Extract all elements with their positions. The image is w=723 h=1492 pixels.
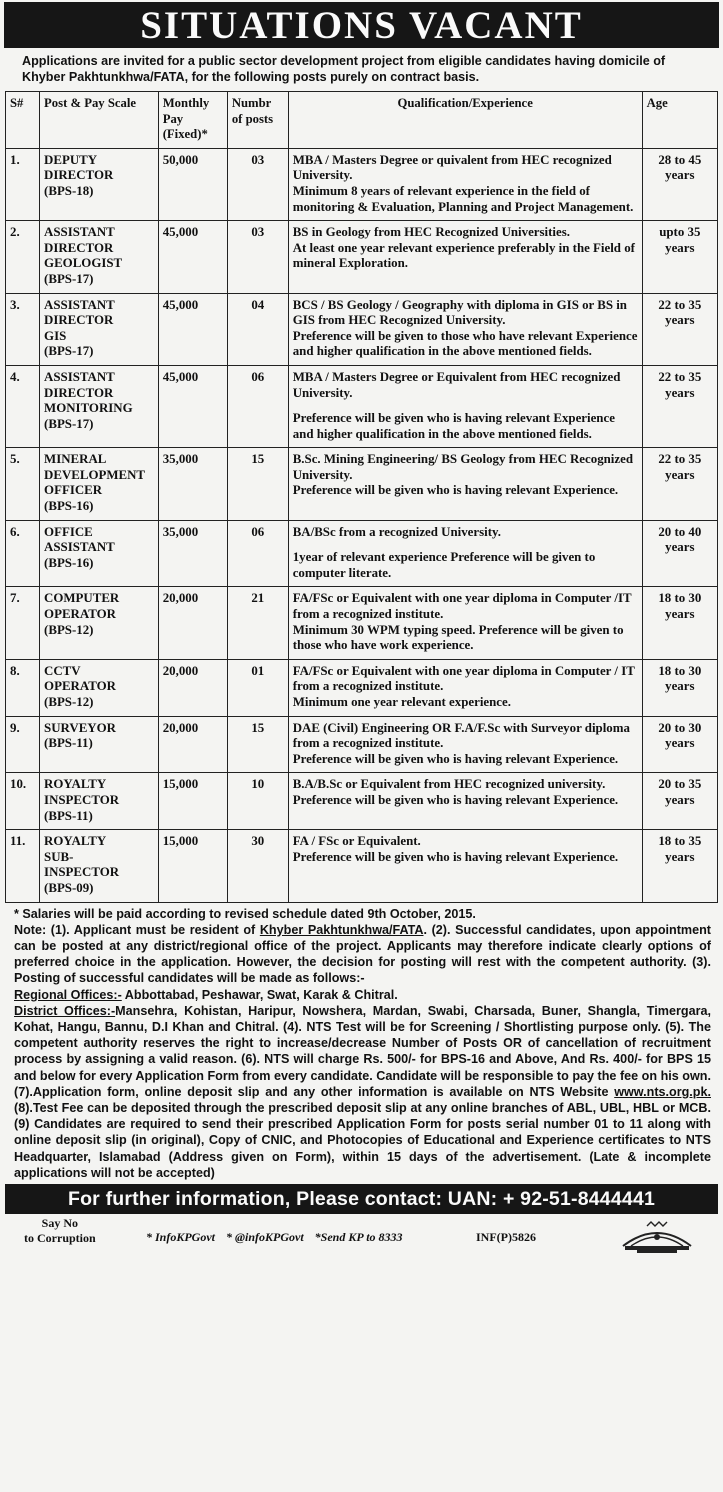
qualification-line: BA/BSc from a recognized University. [292, 524, 501, 539]
qualification [288, 365, 642, 447]
say-no-to-corruption [24, 1216, 96, 1246]
post-title [40, 773, 159, 830]
district-text: Mansehra, Kohistan, Haripur, Nowshera, Mardan, Swabi, Charsada, Buner, Shangla, Timergara, Kohat, Hangu, Bannu, D.I Khan and Chitral. (4). NTS Test will be for Screening / Shortlisting purpose only. (5). The competent authority reserves the right to increase/decrease Number of Posts OR of cancellation of recruitment process by assigning a valid reason. (6). NTS will charge Rs. 500/- for BPS-16 and Above, And Rs. 400/- for BPS 15 and below for every Application Form from every candidate. Candidate will be responsible to pay the fee on his own. (7).Application form, online deposit slip and any other information is available on NTS Website [14, 1003, 711, 1099]
post-title-line: INSPECTOR [44, 792, 120, 807]
post-title [40, 520, 159, 587]
government-emblem-icon [617, 1216, 697, 1256]
corruption-line-1: Say No [41, 1215, 78, 1230]
table-row [6, 830, 718, 902]
regional-offices [14, 987, 711, 1003]
qualification-line: Minimum one year relevant experience. [292, 695, 511, 709]
serial-number: 11. [6, 830, 40, 902]
inf-number: INF(P)5826 [476, 1229, 536, 1244]
qualification-line: FA/FSc or Equivalent with one year diploma in Computer /IT from a recognized institute. [292, 591, 632, 622]
district-offices [14, 1003, 711, 1181]
qualification-line: BCS / BS Geology / Geography with diploma in GIS or BS in GIS from HEC Recognized University. [292, 297, 627, 328]
qualification [288, 716, 642, 773]
age-range: 18 to 30 years [642, 659, 717, 716]
qualification [288, 293, 642, 365]
post-title-line: (BPS-11) [44, 808, 93, 823]
age-range: 18 to 35 years [642, 830, 717, 902]
qualification-line: B.A/B.Sc or Equivalent from HEC recognized university. [292, 777, 606, 792]
qualification-line: BS in Geology from HEC Recognized Universities. [292, 225, 570, 240]
post-title-line: DEPUTY [44, 152, 98, 167]
footer [4, 1214, 719, 1258]
monthly-pay: 35,000 [158, 448, 227, 520]
post-title-line: DIRECTOR [44, 313, 114, 328]
number-of-posts: 15 [227, 716, 288, 773]
number-of-posts: 21 [227, 587, 288, 659]
qualification [288, 520, 642, 587]
post-title-line: ASSISTANT [44, 369, 115, 384]
post-title-line: (BPS-12) [44, 622, 94, 637]
post-title [40, 716, 159, 773]
post-title-line: OPERATOR [44, 679, 116, 694]
monthly-pay: 15,000 [158, 830, 227, 902]
qualification-line: Minimum 30 WPM typing speed. Preference will be given to those who have work experience. [292, 622, 624, 653]
monthly-pay: 45,000 [158, 221, 227, 293]
post-title [40, 148, 159, 220]
qualification [288, 659, 642, 716]
qualification-line: 1year of relevant experience Preference will be given to computer literate. [292, 550, 596, 580]
age-range: 20 to 35 years [642, 773, 717, 830]
number-of-posts: 06 [227, 520, 288, 587]
number-of-posts: 01 [227, 659, 288, 716]
serial-number: 4. [6, 365, 40, 447]
qualification-line: Preference will be given to those who have relevant Experience and higher qualification in the above mentioned fields. [292, 328, 638, 359]
number-of-posts: 06 [227, 365, 288, 447]
table-row [6, 520, 718, 587]
qualification-line: MBA / Masters Degree or Equivalent from HEC recognized University. [292, 369, 621, 400]
qualification [288, 587, 642, 659]
post-title-line: ASSISTANT [44, 540, 115, 555]
qualification-line: Preference will be given who is having relevant Experience. [292, 751, 619, 766]
tail-text: (8).Test Fee can be deposited through the prescribed deposit slip at any online branches of ABL, UBL, HBL or MCB. (9) Candidates are required to send their prescribed Application Form for posts serial number 01 to 11 along with online deposit slip (in original), Copy of CNIC, and Photocopies of Educational and Experience certificates to NTS Headquarter, Islamabad (Address given on Form), within 15 days of the advertisement. (Late & incomplete applications will not be accepted) [14, 1100, 711, 1180]
post-title-line: GEOLOGIST [44, 256, 123, 271]
salary-note: * Salaries will be paid according to revised schedule dated 9th October, 2015. [14, 906, 476, 921]
vacancy-table [5, 91, 718, 903]
post-title-line: (BPS-17) [44, 271, 94, 286]
serial-number: 2. [6, 221, 40, 293]
age-range: 22 to 35 years [642, 448, 717, 520]
qualification-line: DAE (Civil) Engineering OR F.A/F.Sc with Surveyor diploma from a recognized institute. [292, 720, 630, 751]
age-range: 18 to 30 years [642, 587, 717, 659]
post-title-line: SURVEYOR [44, 720, 116, 735]
monthly-pay: 15,000 [158, 773, 227, 830]
monthly-pay: 45,000 [158, 365, 227, 447]
post-title-line: MINERAL [44, 452, 107, 467]
qualification-line: FA / FSc or Equivalent. [292, 834, 421, 849]
table-row [6, 293, 718, 365]
monthly-pay: 45,000 [158, 293, 227, 365]
post-title-line: DIRECTOR [44, 240, 114, 255]
qualification-line: Preference will be given who is having relevant Experience and higher qualification in the above mentioned fields. [292, 411, 615, 441]
vacancy-rows [6, 148, 718, 902]
post-title-line: (BPS-16) [44, 555, 94, 570]
sms-handle: *Send KP to 8333 [314, 1229, 403, 1244]
qualification-line: FA/FSc or Equivalent with one year diploma in Computer / IT from a recognized institute. [292, 663, 635, 694]
post-title-line: (BPS-17) [44, 344, 94, 359]
number-of-posts: 15 [227, 448, 288, 520]
number-of-posts: 10 [227, 773, 288, 830]
note-text-a: Note: (1). Applicant must be resident of [14, 922, 260, 937]
qualification-line: At least one year relevant experience preferably in the Field of mineral Exploration. [292, 240, 635, 271]
monthly-pay: 20,000 [158, 716, 227, 773]
post-title [40, 587, 159, 659]
qualification [288, 773, 642, 830]
header-sn: S# [6, 92, 40, 149]
serial-number: 10. [6, 773, 40, 830]
monthly-pay: 35,000 [158, 520, 227, 587]
monthly-pay: 50,000 [158, 148, 227, 220]
monthly-pay: 20,000 [158, 587, 227, 659]
post-title-line: OFFICE [44, 524, 93, 539]
post-title-line: DIRECTOR [44, 168, 114, 183]
header-post: Post & Pay Scale [40, 92, 159, 149]
qualification-line: Preference will be given who is having relevant Experience. [292, 483, 619, 498]
facebook-handle: * InfoKPGovt [146, 1229, 215, 1244]
serial-number: 1. [6, 148, 40, 220]
serial-number: 8. [6, 659, 40, 716]
qualification-line: B.Sc. Mining Engineering/ BS Geology from HEC Recognized University. [292, 452, 633, 482]
table-header-row [6, 92, 718, 149]
table-row [6, 773, 718, 830]
table-row [6, 365, 718, 447]
post-title-line: ASSISTANT [44, 297, 115, 312]
post-title-line: (BPS-18) [44, 183, 94, 198]
table-row [6, 659, 718, 716]
post-title [40, 659, 159, 716]
post-title-line: DEVELOPMENT [44, 467, 146, 482]
age-range: 20 to 30 years [642, 716, 717, 773]
qualification-line: Minimum 8 years of relevant experience in the field of monitoring & Evaluation, Planning and Project Management. [292, 183, 634, 214]
post-title-line: GIS [44, 328, 67, 343]
age-range: 20 to 40 years [642, 520, 717, 587]
serial-number: 3. [6, 293, 40, 365]
post-title-line: (BPS-09) [44, 880, 94, 895]
post-title-line: (BPS-17) [44, 416, 94, 431]
nts-website-link[interactable]: www.nts.org.pk. [614, 1084, 711, 1099]
qualification [288, 148, 642, 220]
age-range: upto 35 years [642, 221, 717, 293]
post-title-line: MONITORING [44, 401, 133, 416]
table-row [6, 716, 718, 773]
qualification [288, 830, 642, 902]
serial-number: 7. [6, 587, 40, 659]
post-title [40, 365, 159, 447]
table-row [6, 221, 718, 293]
age-range: 22 to 35 years [642, 293, 717, 365]
number-of-posts: 03 [227, 148, 288, 220]
post-title-line: ROYALTY [44, 777, 107, 792]
post-title-line: ROYALTY [44, 834, 107, 849]
corruption-line-2: to Corruption [24, 1230, 96, 1245]
serial-number: 5. [6, 448, 40, 520]
post-title-line: (BPS-11) [44, 736, 93, 751]
qualification-line: Preference will be given who is having relevant Experience. [292, 849, 619, 864]
advertisement [4, 2, 719, 1258]
regional-text: Abbottabad, Peshawar, Swat, Karak & Chitral. [121, 987, 398, 1002]
header-pay: Monthly Pay (Fixed)* [158, 92, 227, 149]
notes-section [4, 903, 719, 1181]
qualification [288, 448, 642, 520]
post-title-line: COMPUTER [44, 591, 120, 606]
age-range: 28 to 45 years [642, 148, 717, 220]
header-num: Numbr of posts [227, 92, 288, 149]
post-title-line: (BPS-12) [44, 695, 94, 709]
serial-number: 6. [6, 520, 40, 587]
header-qualification: Qualification/Experience [288, 92, 642, 149]
post-title-line: OFFICER [44, 483, 103, 498]
number-of-posts: 04 [227, 293, 288, 365]
intro-text: Applications are invited for a public sector development project from eligible candidates having domicile of Khyber Pakhtunkhwa/FATA, for the following posts purely on contract basis. [22, 54, 666, 84]
post-title [40, 830, 159, 902]
post-title-line: SUB- [44, 849, 74, 864]
post-title [40, 448, 159, 520]
post-title-line: (BPS-16) [44, 499, 94, 514]
header-age: Age [642, 92, 717, 149]
post-title [40, 221, 159, 293]
qualification [288, 221, 642, 293]
number-of-posts: 03 [227, 221, 288, 293]
regional-label: Regional Offices:- [14, 987, 122, 1002]
post-title-line: OPERATOR [44, 607, 116, 622]
note-paragraph [14, 922, 711, 987]
qualification-line: Preference will be given who is having relevant Experience. [292, 792, 619, 807]
post-title [40, 293, 159, 365]
page-title: SITUATIONS VACANT [4, 2, 719, 48]
age-range: 22 to 35 years [642, 365, 717, 447]
table-row [6, 448, 718, 520]
social-handles [146, 1230, 411, 1245]
number-of-posts: 30 [227, 830, 288, 902]
post-title-line: ASSISTANT [44, 225, 115, 240]
serial-number: 9. [6, 716, 40, 773]
qualification-line: MBA / Masters Degree or quivalent from HEC recognized University. [292, 152, 612, 183]
twitter-handle: * @infoKPGovt [226, 1229, 304, 1244]
note-domicile: Khyber Pakhtunkhwa/FATA [259, 922, 424, 937]
post-title-line: INSPECTOR [44, 865, 120, 880]
table-row [6, 148, 718, 220]
post-title-line: CCTV [44, 663, 81, 678]
post-title-line: DIRECTOR [44, 385, 114, 400]
table-row [6, 587, 718, 659]
contact-bar: For further information, Please contact: UAN: + 92-51-8444441 [5, 1184, 718, 1214]
monthly-pay: 20,000 [158, 659, 227, 716]
district-label: District Offices:- [14, 1003, 116, 1018]
note-text-b: . (2). Successful candidates, upon appointment can be posted at any district/regional office of the project. Applicants may therefore indicate clearly options of preferred choice in the application. However, the decision for posting will rest with the competent authority. (3). Posting of successful candidates will be made as follows:- [14, 922, 711, 986]
